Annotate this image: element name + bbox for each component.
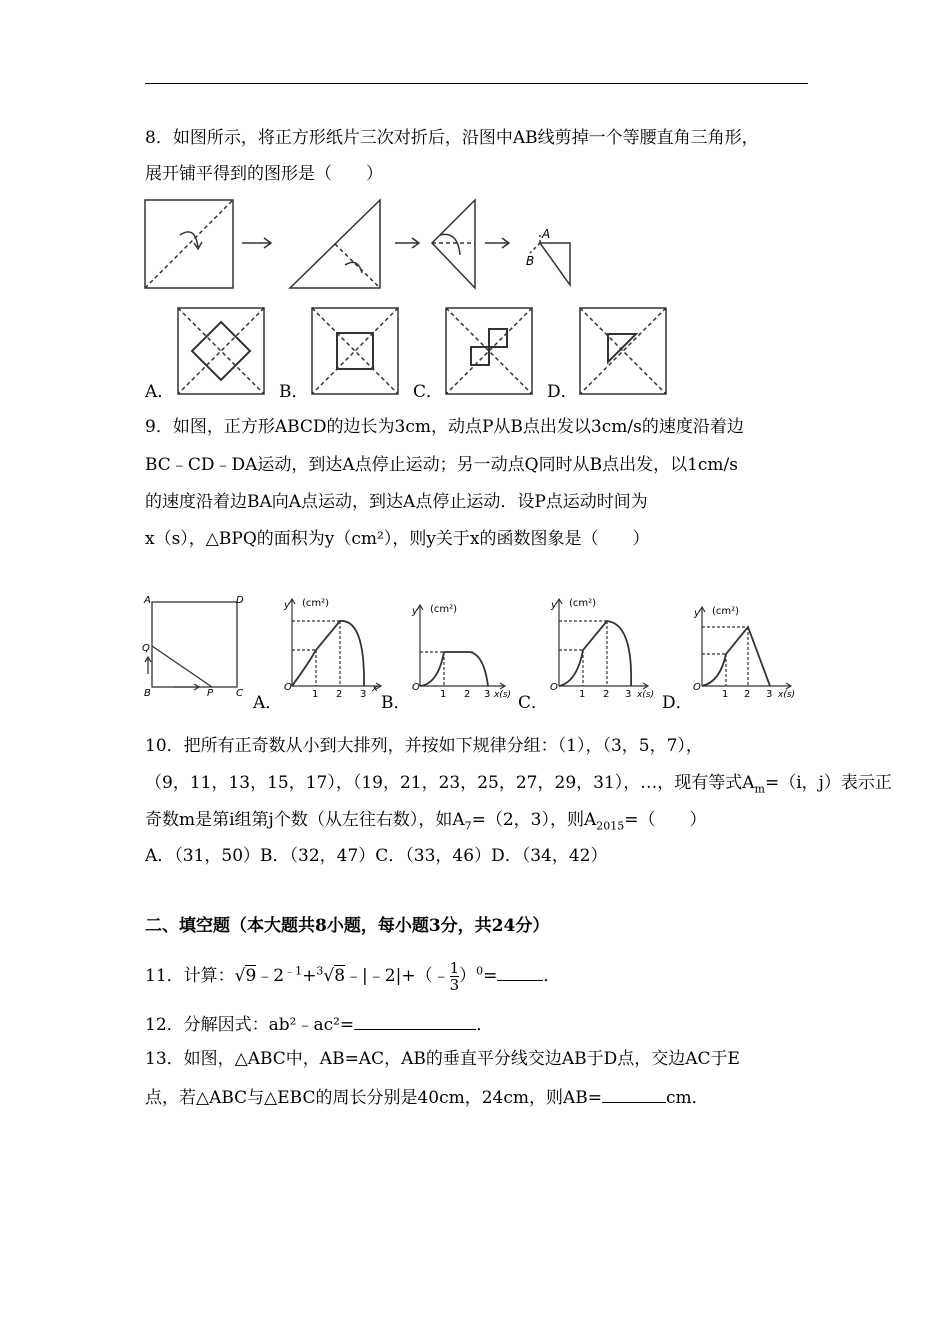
square-label-a: A: [144, 595, 151, 606]
square-label-p: P: [207, 688, 214, 699]
graph-d-y-unit: (cm²): [712, 606, 740, 617]
graph-a-origin: O: [284, 682, 292, 693]
graph-b-tick-x2: 2: [464, 689, 471, 700]
q12-answer-blank[interactable]: [354, 1012, 476, 1030]
q9-graph-b: [408, 600, 518, 700]
q8-option-c-figure: [444, 306, 534, 396]
graph-a-y-unit: (cm²): [302, 598, 330, 609]
graph-b-tick-x1: 1: [440, 689, 447, 700]
q8-line2: 展开铺平得到的图形是（ ）: [145, 164, 383, 184]
q9-graph-c: [545, 594, 660, 699]
graph-c-x-label: x(s): [637, 690, 655, 699]
square-label-b: B: [144, 688, 151, 699]
graph-d-tick-x2: 2: [744, 689, 751, 700]
q9-square-figure: [140, 594, 250, 700]
q9-line3: 的速度沿着边BA向A点运动，到达A点停止运动．设P点运动时间为: [145, 492, 648, 512]
graph-c-tick-x2: 2: [603, 689, 610, 699]
square-label-d: D: [236, 595, 244, 606]
graph-b-origin: O: [412, 682, 420, 693]
graph-c-y-label: y: [551, 600, 557, 611]
q8-option-b-figure: [310, 306, 400, 396]
q13-answer-blank[interactable]: [602, 1085, 666, 1103]
q9-line1: 9．如图，正方形ABCD的边长为3cm，动点P从B点出发以3cm/s的速度沿着边: [145, 417, 744, 437]
q10-line2: （9，11，13，15，17），（19，21，23，25，27，29，31），…，现有等式$A_m=(i$，j）表示正: [145, 773, 892, 796]
graph-c-y-unit: (cm²): [569, 598, 597, 609]
q10-line1: 10．把所有正奇数从小到大排列，并按如下规律分组：（1），（3，5，7），: [145, 736, 703, 756]
q9-line2: BC﹣CD﹣DA运动，到达A点停止运动；另一动点Q同时从B点出发，以1cm/s: [145, 455, 738, 475]
q8-option-b-label: B．: [279, 382, 309, 402]
q10-options: A．（31，50）B．（32，47）C．（33，46）D．（34，42）: [145, 846, 608, 866]
fraction: $\frac{1}{3}$: [449, 959, 460, 994]
graph-a-tick-x1: 1: [312, 689, 319, 699]
cube-root-symbol: √: [323, 966, 335, 986]
graph-a-tick-x3: 3: [360, 689, 367, 699]
q8-option-d-label: D．: [547, 382, 578, 402]
q8-option-a-figure: [176, 306, 266, 396]
q11-line: 11．计算：$√9﹣2^{﹣1}+^3√8﹣|﹣2|+(﹣$ $\frac{1}{3}$ ）$^0$= ．: [145, 959, 561, 994]
q12-line: 12．分解因式：ab²﹣ac²= ．: [145, 1012, 493, 1036]
graph-d-x-label: x(s): [778, 690, 796, 700]
graph-a-x-label: x: [372, 683, 378, 694]
graph-c-tick-x3: 3: [625, 689, 632, 699]
q9-option-c-label: C．: [518, 693, 549, 713]
q9-option-b-label: B．: [381, 693, 411, 713]
graph-d-y-label: y: [694, 608, 700, 619]
graph-d-tick-x3: 3: [766, 689, 773, 700]
q10-line3: 奇数m是第i组第j个数（从左往右数），如$A_7=(2$，3），则$A_{2015}=$（ ）: [145, 810, 707, 833]
q9-line4: x（s），△BPQ的面积为y（cm²），则y关于x的函数图象是（ ）: [145, 529, 650, 549]
graph-c-origin: O: [550, 682, 558, 693]
q8-option-d-figure: [578, 306, 668, 396]
q8-folding-diagram: [140, 195, 580, 295]
q9-graph-d: [690, 602, 805, 700]
sqrt-symbol: √: [234, 966, 246, 986]
graph-a-tick-x2: 2: [336, 689, 343, 699]
q13-line2: 点，若△ABC与△EBC的周长分别是40cm，24cm，则AB= cm．: [145, 1085, 709, 1109]
section2-title: 二、填空题（本大题共8小题，每小题3分，共24分）: [145, 916, 550, 936]
q9-graph-a: [280, 594, 385, 699]
graph-b-y-unit: (cm²): [430, 604, 458, 615]
q8-option-a-label: A．: [145, 382, 175, 402]
graph-b-x-label: x(s): [494, 690, 512, 700]
graph-a-y-label: y: [284, 600, 290, 611]
q8-option-c-label: C．: [413, 382, 444, 402]
graph-d-tick-x1: 1: [722, 689, 729, 700]
graph-c-tick-x1: 1: [579, 689, 586, 699]
q9-option-a-label: A．: [253, 693, 283, 713]
graph-b-tick-x3: 3: [484, 689, 491, 700]
square-label-c: C: [236, 688, 243, 699]
fold-label-b: B: [526, 254, 535, 268]
graph-d-origin: O: [693, 682, 701, 693]
header-rule: [145, 83, 808, 84]
fold-label-a: A: [542, 227, 551, 241]
q11-answer-blank[interactable]: [497, 963, 543, 981]
graph-b-y-label: y: [412, 606, 418, 617]
q8-line1: 8．如图所示，将正方形纸片三次对折后，沿图中AB线剪掉一个等腰直角三角形，: [145, 128, 759, 148]
square-label-q: Q: [142, 643, 150, 654]
q9-option-d-label: D．: [662, 693, 693, 713]
q13-line1: 13．如图，△ABC中，AB=AC，AB的垂直平分线交边AB于D点，交边AC于E: [145, 1049, 740, 1069]
